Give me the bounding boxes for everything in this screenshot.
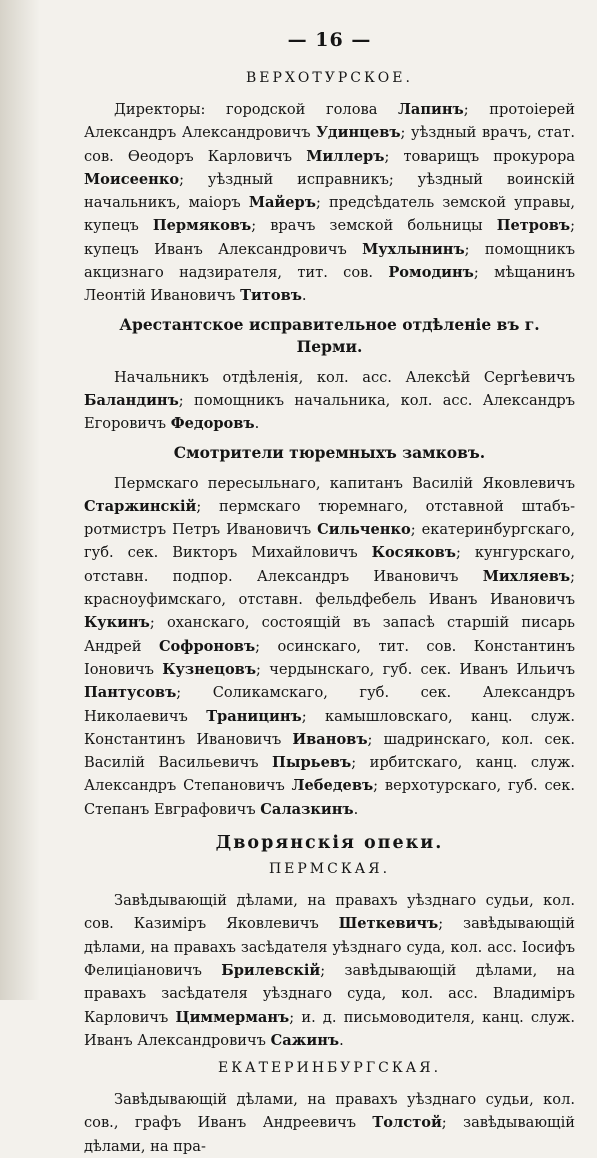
perm-paragraph: Завѣдывающій дѣлами, на правахъ уѣзднаго судьи, кол. сов. Казиміръ Яковлевичъ Шеткевичъ; завѣдывающій дѣлами, на правахъ засѣдателя уѣзднаго суда, кол. асс. Іосифъ Фелиціановичъ Брилевскій; завѣдывающій дѣлами, на правахъ засѣдателя уѣзднаго суда, кол. асс. Владиміръ Карловичъ Циммерманъ; и. д. письмоводителя, канц. служ. Иванъ Александровичъ Сажинъ. bbox=[84, 892, 575, 1049]
surname: Петровъ bbox=[496, 217, 571, 235]
surname: Майеръ bbox=[248, 194, 316, 212]
wardens-paragraph: Пермскаго пересыльнаго, капитанъ Василій Яковлевичъ Старжинскій; пермскаго тюремнаго, отставной штабъ-ротмистръ Петръ Ивановичъ Сильченко; екатеринбургскаго, губ. сек. Викторъ Михайловичъ Косяковъ; кунгурскаго, отставн. подпор. Александръ Ивановичъ Михляевъ; красноуфимскаго, отставн. фельдфебель Иванъ Ивановичъ Кукинъ; оханскаго, состоящій въ запасѣ старшій писарь Андрей Софроновъ; осинскаго, тит. сов. Константинъ Іоновичъ Кузнецовъ; чердынскаго, губ. сек. Иванъ Ильичъ Пантусовъ; Соликамскаго, губ. сек. Александръ Николаевичъ Траницинъ; камышловскаго, канц. служ. Константинъ Ивановичъ Ивановъ; шадринскаго, кол. сек. Василій Васильевичъ Пырьевъ; ирбитскаго, канц. служ. Александръ Степановичъ Лебедевъ; верхотурскаго, губ. сек. Степанъ Евграфовичъ Салазкинъ. bbox=[84, 474, 576, 818]
surname: Толстой bbox=[372, 1114, 442, 1132]
surname: Циммерманъ bbox=[175, 1008, 290, 1026]
surname: Сажинъ bbox=[270, 1031, 340, 1049]
surname: Пермяковъ bbox=[152, 217, 252, 235]
surname: Кукинъ bbox=[84, 614, 150, 632]
surname: Федоровъ bbox=[170, 415, 255, 433]
arrest-heading: Арестантское исправительное отдѣленіе въ г. Перми. bbox=[119, 314, 540, 356]
surname: Косяковъ bbox=[371, 544, 456, 562]
surname: Михляевъ bbox=[482, 567, 571, 585]
surname: Ивановъ bbox=[292, 730, 368, 748]
ekaterinburg-heading: ЕКАТЕРИНБУРГСКАЯ. bbox=[217, 1060, 442, 1077]
surname: Траницинъ bbox=[206, 707, 302, 725]
surname: Баландинъ bbox=[84, 391, 179, 409]
ekaterinburg-paragraph: Завѣдывающій дѣлами, на правахъ уѣзднаго судьи, кол. сов., графъ Иванъ Андреевичъ Толстой; завѣдывающій дѣлами, на пра- bbox=[84, 1091, 575, 1155]
surname: Ромодинъ bbox=[388, 264, 474, 282]
surname: Миллеръ bbox=[306, 147, 385, 165]
surname: Удинцевъ bbox=[316, 124, 401, 142]
surname: Пантусовъ bbox=[84, 684, 177, 702]
page-number: — 16 — bbox=[287, 29, 372, 51]
arrest-paragraph: Начальникъ отдѣленія, кол. асс. Алексѣй Сергѣевичъ Баландинъ; помощникъ начальника, кол. асс. Александръ Егоровичъ Федоровъ. bbox=[84, 368, 575, 433]
surname: Титовъ bbox=[240, 287, 302, 305]
surname: Шеткевичъ bbox=[338, 915, 439, 933]
surname: Пырьевъ bbox=[272, 754, 352, 772]
surname: Моисеенко bbox=[84, 170, 180, 188]
surname: Мухлынинъ bbox=[362, 240, 465, 258]
surname: Сильченко bbox=[317, 521, 411, 539]
verkhoturye-paragraph: Директоры: городской голова Лапинъ; протоіерей Александръ Александровичъ Удинцевъ; уѣздный врачъ, стат. сов. Ѳеодоръ Карловичъ Миллеръ; товарищъ прокурора Моисеенко; уѣздный исправникъ; уѣздный воинскій начальникъ, маіоръ Майеръ; предсѣдатель земской управы, купецъ Пермяковъ; врачъ земской больницы Петровъ; купецъ Иванъ Александровичъ Мухлынинъ; помощникъ акцизнаго надзирателя, тит. сов. Ромодинъ; мѣщанинъ Леонтій Ивановичъ Титовъ. bbox=[84, 101, 575, 305]
perm-heading: ПЕРМСКАЯ. bbox=[268, 861, 391, 878]
surname: Салазкинъ bbox=[260, 800, 354, 818]
surname: Лебедевъ bbox=[291, 777, 374, 795]
verkhoturye-heading: ВЕРХОТУРСКОЕ. bbox=[246, 70, 413, 86]
surname: Софроновъ bbox=[158, 637, 256, 655]
trusteeships-heading: Дворянскія опеки. bbox=[215, 833, 444, 854]
surname: Брилевскій bbox=[221, 961, 321, 979]
surname: Кузнецовъ bbox=[162, 660, 257, 678]
wardens-heading: Смотрители тюремныхъ замковъ. bbox=[173, 442, 486, 462]
surname: Лапинъ bbox=[398, 101, 464, 118]
surname: Старжинскій bbox=[84, 497, 197, 515]
